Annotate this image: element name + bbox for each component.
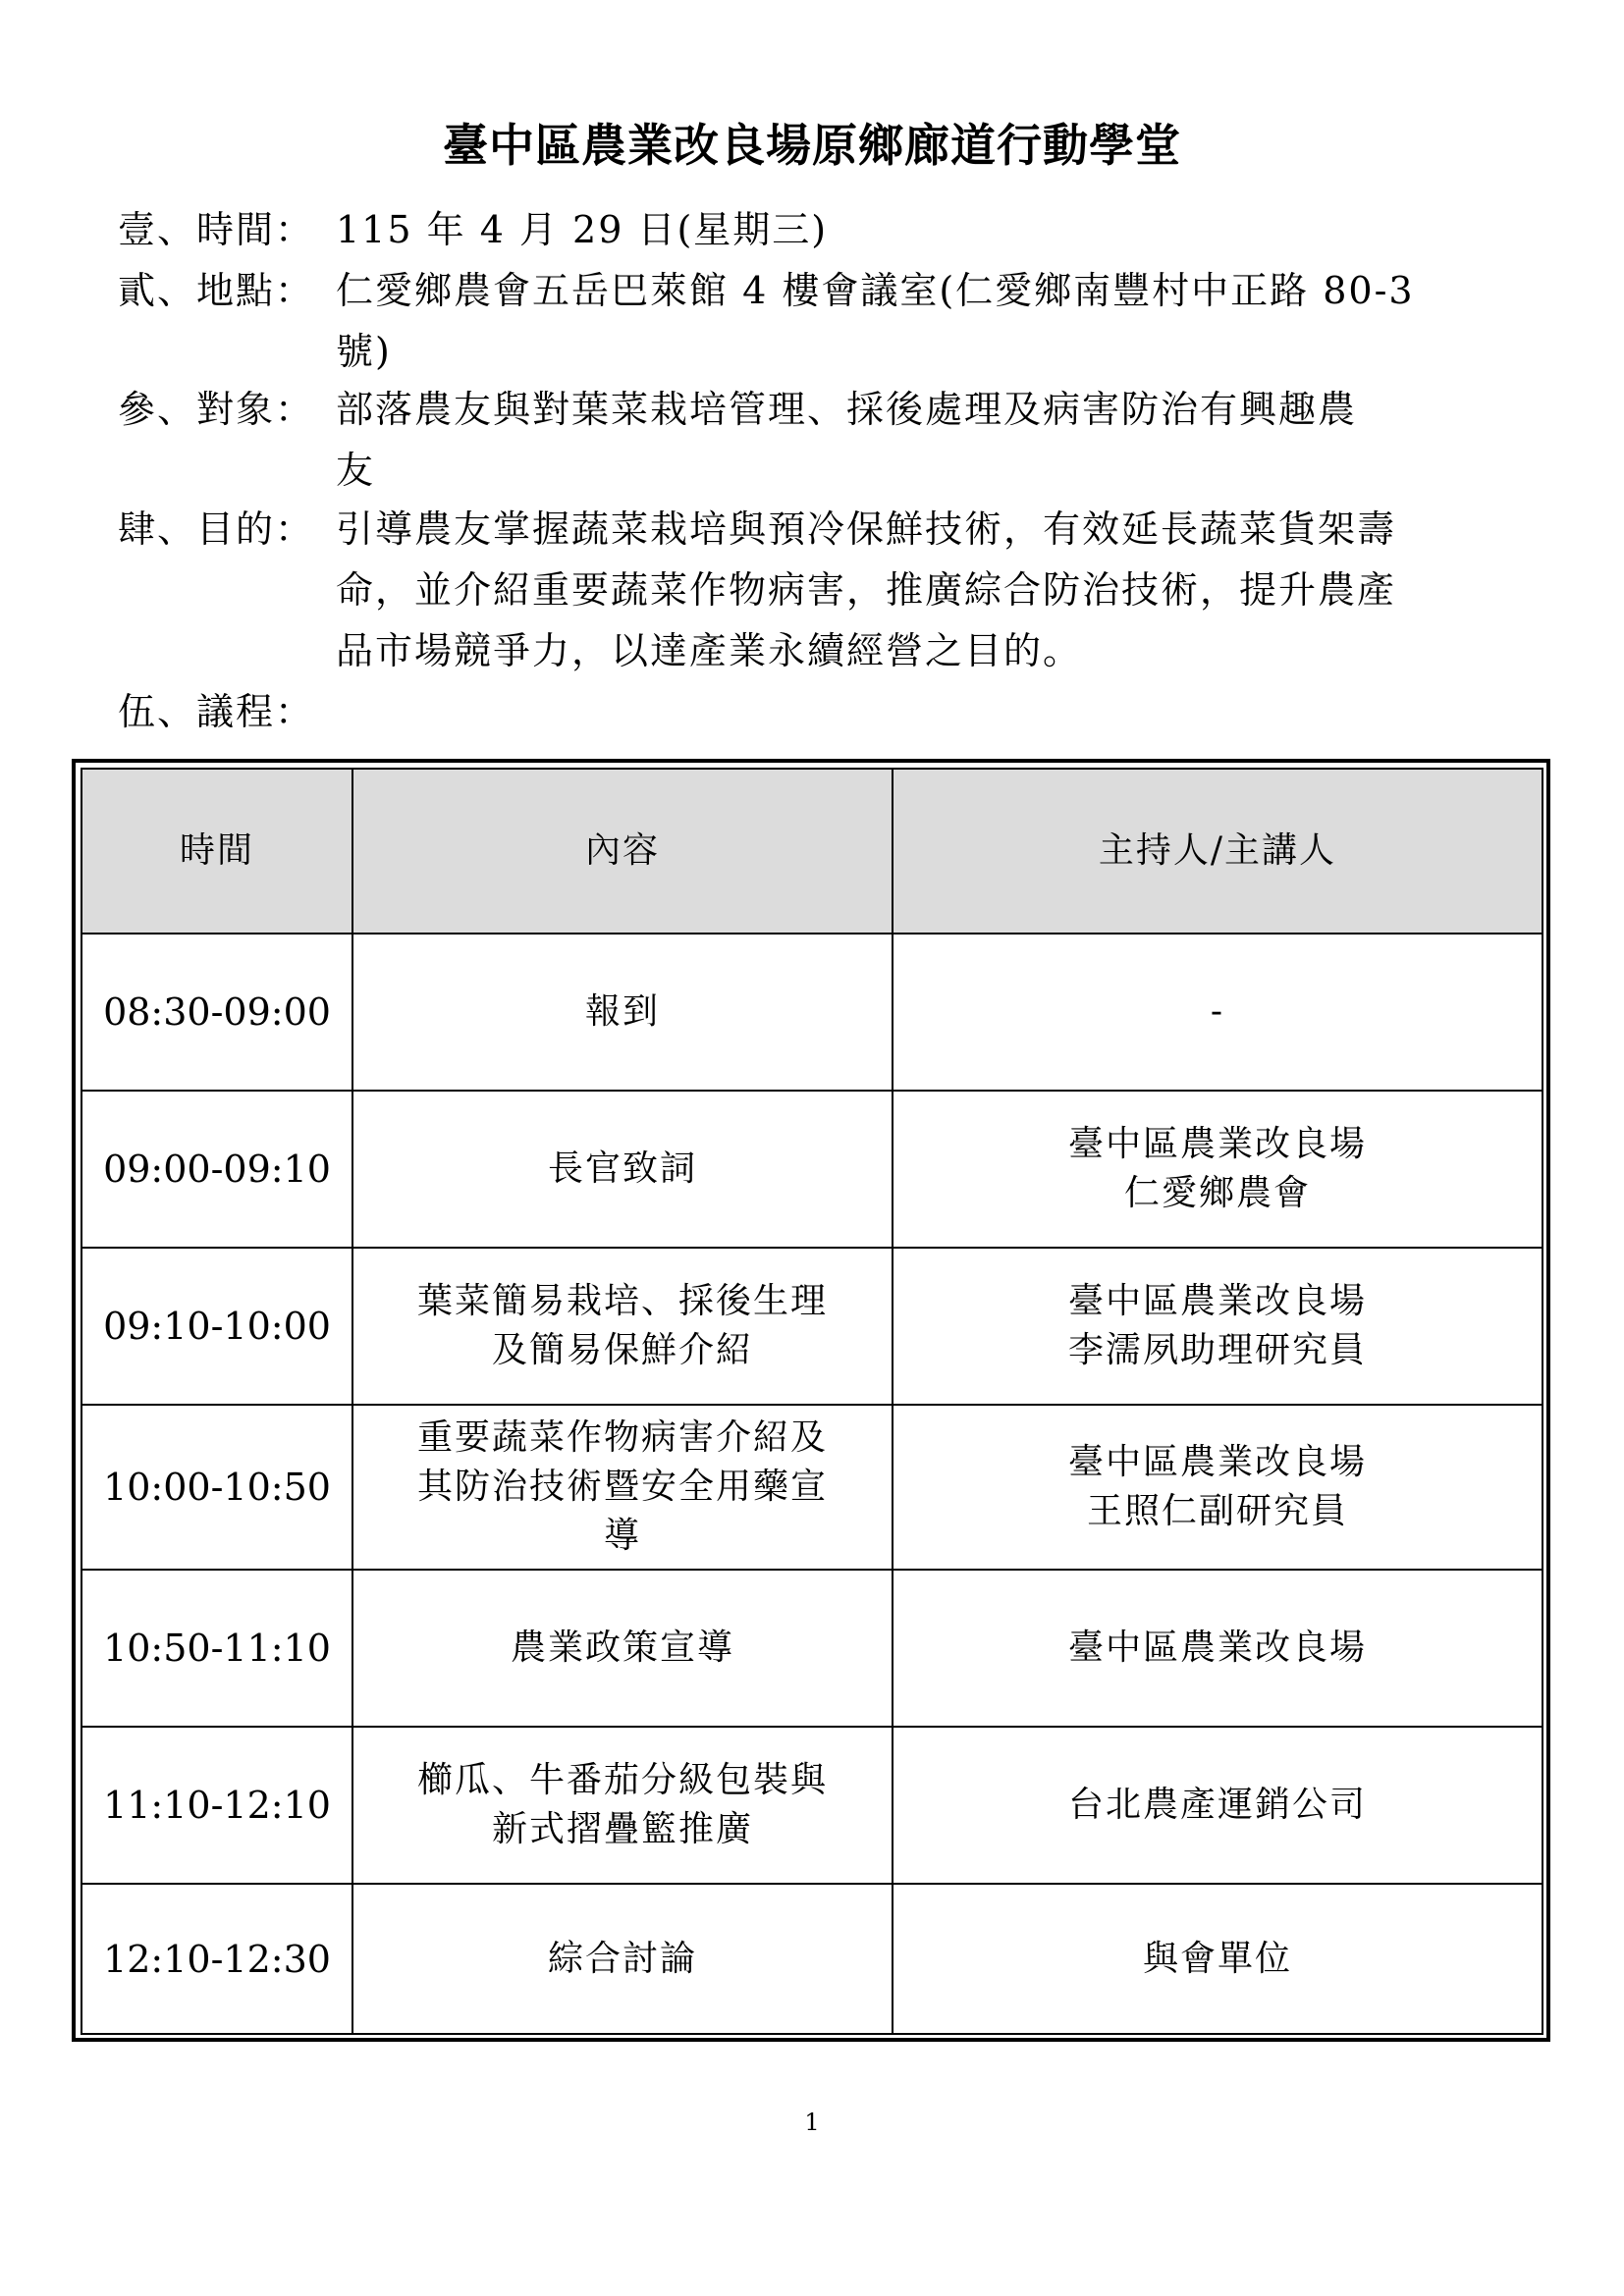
table-row [81,1405,1543,1570]
table-row [81,934,1543,1091]
content-cell [352,934,893,1091]
info-line: 引導農友掌握蔬菜栽培與預冷保鮮技術，有效延長蔬菜貨架壽 [336,507,1397,551]
content-line: 長官致詞 [547,1148,697,1189]
info-label: 伍、議程： [118,690,315,733]
time-cell: 08:30-09:00 [81,934,352,1091]
content-line: 報到 [584,991,660,1032]
host-cell [893,1248,1543,1405]
content-line: 葉菜簡易栽培、採後生理 [416,1281,828,1321]
info-value [336,379,1624,501]
host-cell [893,1570,1543,1727]
time-cell: 11:10-12:10 [81,1727,352,1884]
content-line: 其防治技術暨安全用藥宣 [416,1467,828,1507]
content-cell [352,1091,893,1248]
info-label: 壹、時間： [118,208,315,251]
column-header-content: 內容 [352,769,893,934]
table-row [81,1727,1543,1884]
content-cell [352,1884,893,2034]
page-number: 1 [804,2109,820,2136]
info-value [336,199,1624,260]
schedule-table [81,768,1543,2035]
info-line: 友 [336,449,376,492]
host-cell [893,934,1543,1091]
host-line: 王照仁副研究員 [1086,1491,1348,1531]
host-line: 仁愛鄉農會 [1123,1173,1311,1213]
info-value [336,499,1624,681]
table-row [81,1570,1543,1727]
host-cell [893,1727,1543,1884]
info-line: 命，並介紹重要蔬菜作物病害，推廣綜合防治技術，提升農產 [336,568,1397,612]
page-title: 臺中區農業改良場原鄉廊道行動學堂 [443,119,1181,172]
time-cell: 10:50-11:10 [81,1570,352,1727]
column-header-time: 時間 [81,769,352,934]
content-line: 農業政策宣導 [510,1628,734,1668]
schedule-table-frame [72,759,1550,2042]
column-header-host: 主持人/主講人 [893,769,1543,934]
host-cell [893,1884,1543,2034]
info-line: 仁愛鄉農會五岳巴萊館 4 樓會議室(仁愛鄉南豐村中正路 80-3 [336,269,1415,312]
content-cell [352,1570,893,1727]
host-line: 臺中區農業改良場 [1067,1628,1367,1668]
table-header-row [81,769,1543,934]
host-line: 李濡夙助理研究員 [1067,1330,1367,1370]
info-label: 貳、地點： [118,269,315,312]
time-cell: 10:00-10:50 [81,1405,352,1570]
info-line: 品市場競爭力，以達產業永續經營之目的。 [336,629,1083,672]
content-line: 重要蔬菜作物病害介紹及 [416,1417,828,1458]
host-line: 臺中區農業改良場 [1067,1124,1367,1164]
table-row [81,1884,1543,2034]
time-cell: 09:10-10:00 [81,1248,352,1405]
info-value [336,260,1624,382]
host-line: 臺中區農業改良場 [1067,1281,1367,1321]
content-cell [352,1727,893,1884]
time-cell: 09:00-09:10 [81,1091,352,1248]
info-label: 參、對象： [118,388,315,431]
content-line: 櫛瓜、牛番茄分級包裝與 [416,1760,828,1800]
table-row [81,1248,1543,1405]
host-line: - [1210,991,1225,1032]
host-cell [893,1405,1543,1570]
host-line: 臺中區農業改良場 [1067,1442,1367,1482]
info-line: 115 年 4 月 29 日(星期三) [336,208,829,251]
content-line: 新式摺疊籃推廣 [491,1809,753,1849]
content-line: 及簡易保鮮介紹 [491,1330,753,1370]
content-line: 綜合討論 [547,1938,697,1979]
host-cell [893,1091,1543,1248]
host-line: 台北農產運銷公司 [1067,1785,1367,1825]
info-label: 肆、目的： [118,507,315,551]
content-cell [352,1248,893,1405]
info-line: 號) [336,330,392,373]
host-line: 與會單位 [1142,1938,1292,1979]
content-cell [352,1405,893,1570]
info-line: 部落農友與對葉菜栽培管理、採後處理及病害防治有興趣農 [336,388,1358,431]
time-cell: 12:10-12:30 [81,1884,352,2034]
content-line: 導 [603,1516,641,1556]
table-row [81,1091,1543,1248]
